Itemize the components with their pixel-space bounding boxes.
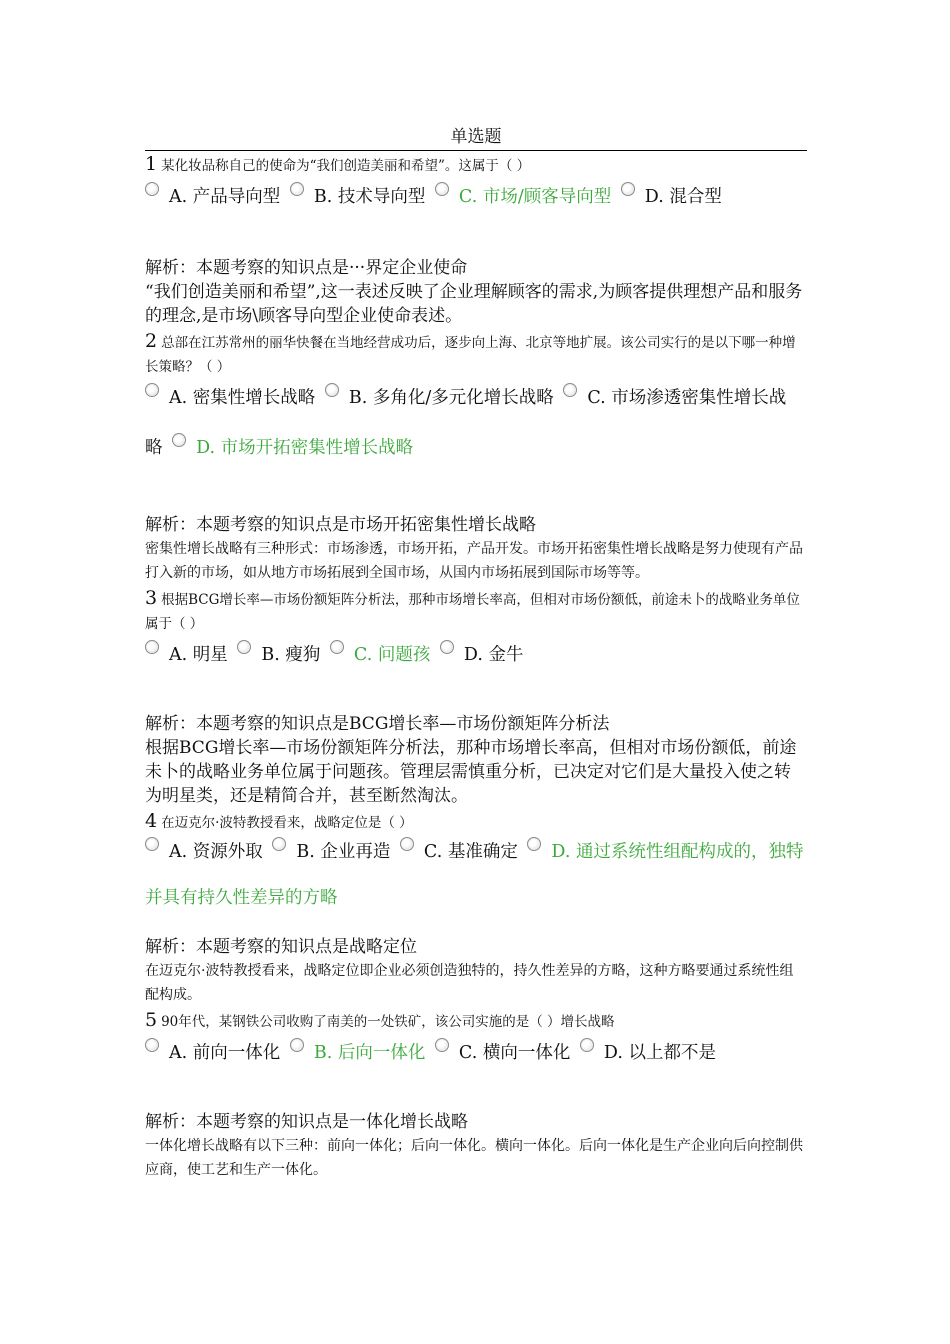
radio-button-icon[interactable] [440,640,454,654]
question-text: 某化妆品称自己的使命为“我们创造美丽和希望”。这属于（ ） [161,158,531,174]
question-stem [145,152,807,178]
option-d[interactable] [580,1043,716,1063]
option-label: A. 密集性增长战略 [169,388,316,408]
option-label: A. 产品导向型 [169,187,281,207]
section-title: 单选题 [450,127,502,147]
option-c-correct[interactable] [435,187,611,207]
option-label: C. 基准确定 [423,842,518,862]
option-b[interactable] [237,645,320,665]
question-stem [145,1008,807,1034]
radio-button-icon[interactable] [325,383,339,397]
radio-button-icon[interactable] [145,837,159,851]
analysis-body: 一体化增长战略有以下三种：前向一体化；后向一体化。横向一体化。后向一体化是生产企业向后向控制供应商，使工艺和生产一体化。 [145,1138,803,1178]
radio-button-icon[interactable] [400,837,414,851]
analysis-body: 在迈克尔·波特教授看来，战略定位即企业必须创造独特的，持久性差异的方略，这种方略要通过系统性组配构成。 [145,963,794,1003]
question-number: 1 [145,153,158,175]
radio-button-icon[interactable] [290,182,304,196]
option-a[interactable] [145,1043,280,1063]
option-b-correct[interactable] [290,1043,426,1063]
radio-button-icon[interactable] [580,1038,594,1052]
radio-button-icon[interactable] [145,383,159,397]
radio-button-icon[interactable] [330,640,344,654]
option-c[interactable] [400,842,518,862]
question-number: 5 [145,1009,158,1031]
options-group [145,829,807,921]
option-label: D. 混合型 [644,187,722,207]
radio-button-icon[interactable] [237,640,251,654]
question-text: 总部在江苏常州的丽华快餐在当地经营成功后，逐步向上海、北京等地扩展。该公司实行的是以下哪一种增长策略？（ ） [145,335,796,375]
analysis-title: 解析：本题考察的知识点是一体化增长战略 [145,1112,468,1132]
option-c[interactable] [435,1043,570,1063]
option-label: B. 瘦狗 [261,645,321,665]
radio-button-icon[interactable] [145,1038,159,1052]
radio-button-icon[interactable] [435,1038,449,1052]
question-3 [145,586,807,808]
title-rule [145,150,807,151]
option-a[interactable] [145,388,315,408]
option-label: C. 横向一体化 [458,1043,571,1063]
radio-button-icon[interactable] [563,383,577,397]
option-d[interactable] [440,645,524,665]
analysis-body: 密集性增长战略有三种形式：市场渗透，市场开拓，产品开发。市场开拓密集性增长战略是努力使现有产品打入新的市场，如从地方市场拓展到全国市场，从国内市场拓展到国际市场等等。 [145,541,803,581]
option-a[interactable] [145,187,280,207]
option-c-correct[interactable] [330,645,430,665]
radio-button-icon[interactable] [527,837,541,851]
question-4 [145,809,807,1007]
option-label: A. 前向一体化 [169,1043,281,1063]
analysis-body: “我们创造美丽和希望”,这一表述反映了企业理解顾客的需求,为顾客提供理想产品和服务的理念,是市场\顾客导向型企业使命表述。 [145,282,803,326]
question-number: 4 [145,810,158,832]
options-group [145,640,807,670]
options-group [145,373,807,473]
question-text: 根据BCG增长率—市场份额矩阵分析法，那种市场增长率高，但相对市场份额低，前途未卜的战略业务单位属于（ ） [145,592,800,632]
radio-button-icon[interactable] [621,182,635,196]
question-number: 2 [145,330,158,352]
option-b[interactable] [325,388,554,408]
option-label: D. 市场开拓密集性增长战略 [196,438,414,458]
option-d[interactable] [621,187,722,207]
radio-button-icon[interactable] [272,837,286,851]
options-group [145,182,807,212]
radio-button-icon[interactable] [435,182,449,196]
option-label: D. 以上都不是 [603,1043,716,1063]
question-text: 90年代，某钢铁公司收购了南美的一处铁矿，该公司实施的是（ ）增长战略 [161,1014,615,1030]
analysis-body: 根据BCG增长率—市场份额矩阵分析法，那种市场增长率高，但相对市场份额低，前途未卜的战略业务单位属于问题孩。管理层需慎重分析，已决定对它们是大量投入使之转为明星类，还是精简合并，甚至断然淘汰。 [145,738,797,806]
option-d-correct[interactable] [172,438,413,458]
radio-button-icon[interactable] [290,1038,304,1052]
option-label: B. 企业再造 [296,842,391,862]
option-label: B. 技术导向型 [313,187,426,207]
question-5 [145,1008,807,1182]
question-text: 在迈克尔·波特教授看来，战略定位是（ ） [161,815,413,831]
option-label: C. 市场渗透密集性增长战略 [145,388,787,458]
question-1 [145,152,807,328]
option-a[interactable] [145,645,228,665]
option-label: C. 市场/顾客导向型 [458,187,612,207]
document-page [145,126,807,1182]
option-label: A. 资源外取 [169,842,263,862]
option-label: B. 后向一体化 [313,1043,426,1063]
options-group [145,1038,807,1068]
option-a[interactable] [145,842,263,862]
option-label: A. 明星 [169,645,228,665]
option-label: D. 通过系统性组配构成的，独特并具有持久性差异的方略 [145,842,804,908]
option-b[interactable] [290,187,426,207]
analysis-title: 解析：本题考察的知识点是市场开拓密集性增长战略 [145,515,536,535]
option-b[interactable] [272,842,390,862]
option-label: C. 问题孩 [353,645,431,665]
question-stem [145,329,807,379]
option-label: D. 金牛 [463,645,524,665]
question-number: 3 [145,587,158,609]
radio-button-icon[interactable] [145,182,159,196]
radio-button-icon[interactable] [145,640,159,654]
question-stem [145,586,807,636]
analysis-title: 解析：本题考察的知识点是···界定企业使命 [145,258,468,278]
radio-button-icon[interactable] [172,433,186,447]
option-label: B. 多角化/多元化增长战略 [348,388,554,408]
analysis-title: 解析：本题考察的知识点是战略定位 [145,937,417,957]
analysis-title: 解析：本题考察的知识点是BCG增长率—市场份额矩阵分析法 [145,714,610,734]
question-2 [145,329,807,585]
